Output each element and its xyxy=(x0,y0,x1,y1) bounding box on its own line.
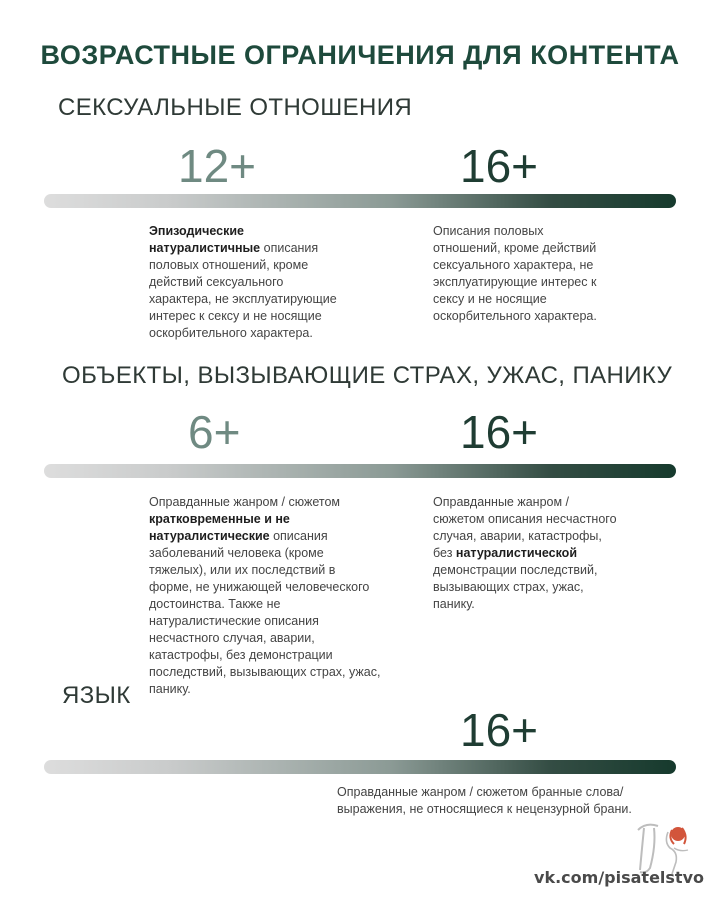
description-text: Оправданные жанром / сюжетом бранные слова/ xyxy=(337,785,624,799)
description-6 xyxy=(149,494,381,698)
age-gradient-bar xyxy=(44,194,676,208)
age-label-16: 16+ xyxy=(460,406,539,458)
description-16 xyxy=(433,494,623,613)
section-heading-sexual: СЕКСУАЛЬНЫЕ ОТНОШЕНИЯ xyxy=(58,94,413,121)
description-emphasis: кратковременные и не натуралистические xyxy=(149,512,290,543)
description-text: Оправданные жанром / сюжетом описания несчастного случая, аварии, катастрофы, без xyxy=(433,495,617,560)
age-label-16: 16+ xyxy=(460,140,539,192)
description-text: выражения, не относящиеся к нецензурной брани. xyxy=(337,802,632,816)
description-text: описания половых отношений, кроме действий сексуального характера, не эксплуатирующие интерес к сексу и не носящие оскорбительного характера. xyxy=(149,241,337,340)
age-label-12: 12+ xyxy=(178,140,257,192)
page-title: ВОЗРАСТНЫЕ ОГРАНИЧЕНИЯ ДЛЯ КОНТЕНТА xyxy=(40,40,680,70)
age-label-6: 6+ xyxy=(188,406,241,458)
description-language xyxy=(337,784,637,818)
description-emphasis: Эпизодические натуралистичные xyxy=(149,224,261,255)
description-16 xyxy=(433,223,603,325)
description-text: демонстрации последствий, вызывающих страх, ужас, панику. xyxy=(433,563,598,611)
age-gradient-bar xyxy=(44,464,676,478)
description-12 xyxy=(149,223,339,342)
section-heading-language: ЯЗЫК xyxy=(62,682,131,709)
description-text: Описания половых отношений, кроме действий сексуального характера, не эксплуатирующие интерес к сексу и не носящие оскорбительного характера. xyxy=(433,224,597,323)
description-emphasis: натуралистической xyxy=(455,546,578,560)
description-text: Оправданные жанром / сюжетом xyxy=(149,495,341,509)
description-text: описания заболеваний человека (кроме тяжелых), или их последствий в форме, не унижающей человеческого достоинства. Также не натуралистические описания несчастного случая, аварии, катастрофы, без демонстрации последствий, вызывающих страх, ужас, панику. xyxy=(149,529,381,696)
footer-url: vk.com/pisatelstvo xyxy=(534,868,704,887)
age-label-16: 16+ xyxy=(460,704,539,756)
section-heading-fear: ОБЪЕКТЫ, ВЫЗЫВАЮЩИЕ СТРАХ, УЖАС, ПАНИКУ xyxy=(62,362,673,389)
age-gradient-bar xyxy=(44,760,676,774)
